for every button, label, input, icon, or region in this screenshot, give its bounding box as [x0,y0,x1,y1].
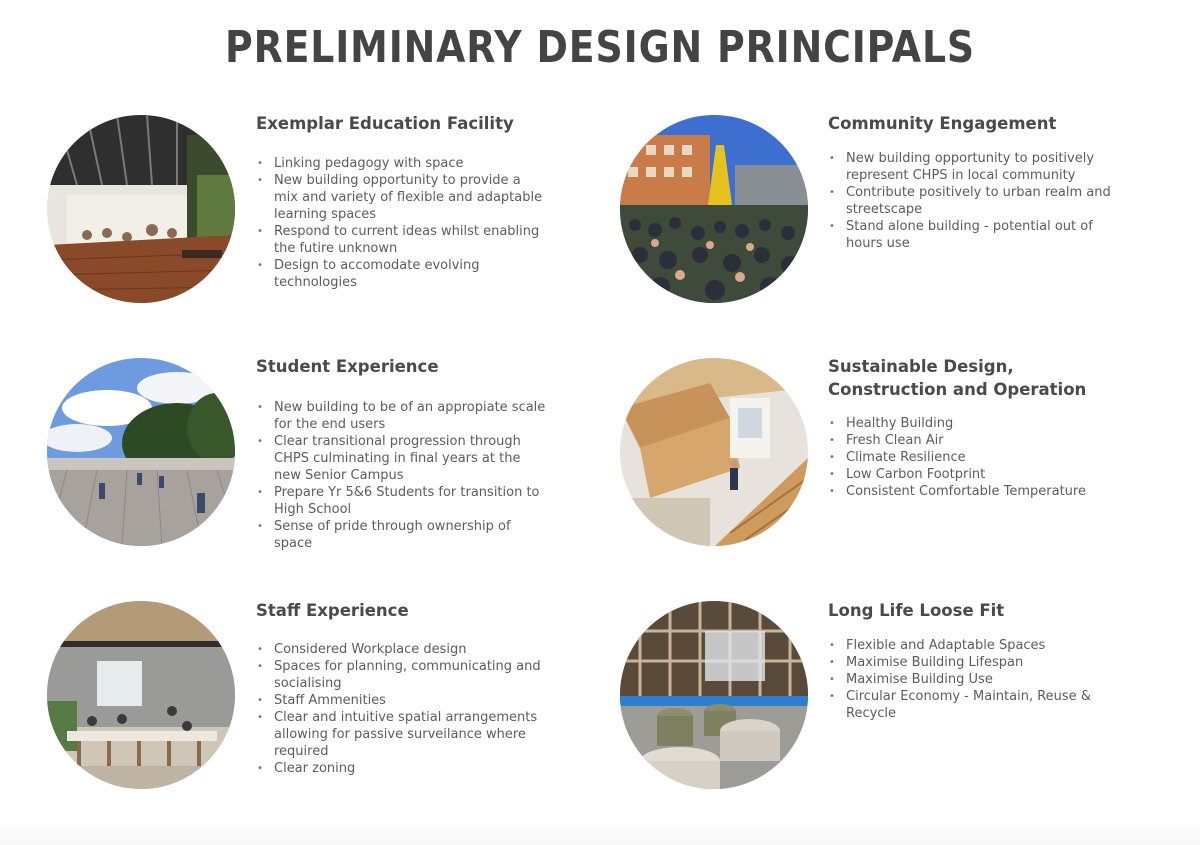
section-title: Community Engagement [828,114,1057,133]
page-title: PRELIMINARY DESIGN PRINCIPALS [224,22,976,73]
bullet-item: • New building opportunity to provide a mix and variety of flexible and adaptable learning spaces [256,172,546,223]
bullet-item: • Design to accomodate evolving technologies [256,257,546,291]
bullet-item: • Spaces for planning, communicating and socialising [256,658,546,692]
bullet-item: • New building to be of an appropiate scale for the end users [256,399,546,433]
bullet-list [828,150,1118,252]
section-title: Staff Experience [256,601,409,620]
bullet-item: • Respond to current ideas whilst enabling the futire unknown [256,223,546,257]
staff-photo [47,601,235,789]
bullet-item: • Sense of pride through ownership of space [256,518,546,552]
bullet-item: • Flexible and Adaptable Spaces [828,637,1118,654]
bullet-item: • Stand alone building - potential out of hours use [828,218,1118,252]
bullet-item: • Maximise Building Lifespan [828,654,1118,671]
page-footer-band [0,820,1200,845]
student-photo [47,358,235,546]
section-title: Student Experience [256,357,439,376]
bullet-item: • Clear and intuitive spatial arrangements allowing for passive surveilance where required [256,709,546,760]
bullet-list [256,155,546,291]
bullet-item: • Considered Workplace design [256,641,546,658]
bullet-item: • Clear transitional progression through CHPS culminating in final years at the new Senior Campus [256,433,546,484]
section-title: Exemplar Education Facility [256,114,514,133]
bullet-item: • Climate Resilience [828,449,1118,466]
community-photo [620,115,808,303]
section-title: Long Life Loose Fit [828,601,1005,620]
bullet-item: • Fresh Clean Air [828,432,1118,449]
bullet-item: • Contribute positively to urban realm and streetscape [828,184,1118,218]
longlife-photo [620,601,808,789]
bullet-item: • Prepare Yr 5&6 Students for transition to High School [256,484,546,518]
education-photo [47,115,235,303]
bullet-item: • Circular Economy - Maintain, Reuse & Recycle [828,688,1118,722]
section-title: Sustainable Design, Construction and Operation [828,357,1087,399]
bullet-list [828,415,1118,500]
bullet-item: • Healthy Building [828,415,1118,432]
bullet-item: • Linking pedagogy with space [256,155,546,172]
bullet-item: • Staff Ammenities [256,692,546,709]
bullet-list [256,641,546,777]
bullet-list [256,399,546,552]
bullet-item: • New building opportunity to positively represent CHPS in local community [828,150,1118,184]
bullet-item: • Clear zoning [256,760,546,777]
bullet-item: • Maximise Building Use [828,671,1118,688]
bullet-list [828,637,1118,722]
bullet-item: • Consistent Comfortable Temperature [828,483,1118,500]
bullet-item: • Low Carbon Footprint [828,466,1118,483]
sustainable-photo [620,358,808,546]
